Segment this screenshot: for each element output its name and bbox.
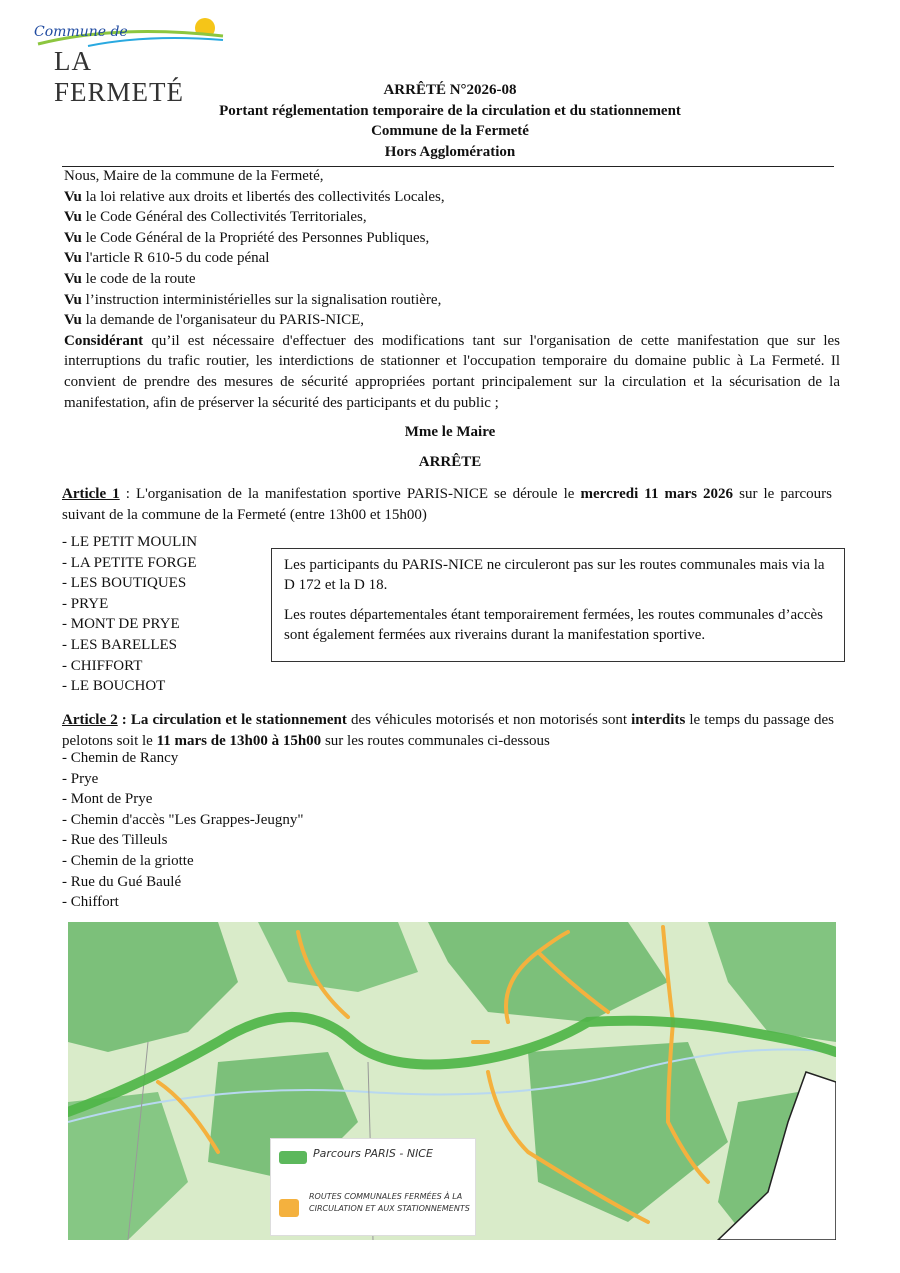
legend-route-label: Parcours PARIS - NICE <box>313 1147 433 1160</box>
list-item: - Chemin de la griotte <box>62 852 194 869</box>
info-box-paragraph: Les routes départementales étant temporairement fermées, les routes communales d’accès sont également fermées aux riverains durant la manifestation sportive. <box>284 607 823 643</box>
decree-heading <box>0 80 900 162</box>
list-item: - LES BARELLES <box>62 636 177 653</box>
list-item: - LA PETITE FORGE <box>62 554 197 571</box>
list-item: - MONT DE PRYE <box>62 616 180 633</box>
decree-subject: Portant réglementation temporaire de la circulation et du stationnement <box>219 102 681 119</box>
info-box-paragraph: Les participants du PARIS-NICE ne circuleront pas sur les routes communales mais via la D 172 et la D 18. <box>284 557 825 593</box>
route-places-list <box>62 532 197 697</box>
info-box <box>271 548 845 662</box>
event-date: mercredi 11 mars 2026 <box>580 486 734 502</box>
legend-closed-label: ROUTES COMMUNALES FERMÉES À LA CIRCULATION ET AUX STATIONNEMENTS <box>309 1192 470 1213</box>
list-item: - Rue du Gué Baulé <box>62 873 182 890</box>
closed-roads-list <box>62 748 304 913</box>
list-item: - CHIFFORT <box>62 657 143 674</box>
vu-item: Vu l'article R 610-5 du code pénal <box>64 250 270 267</box>
list-item: - LE PETIT MOULIN <box>62 534 198 550</box>
vu-item: Vu le code de la route <box>64 270 196 287</box>
list-item: - Chemin de Rancy <box>62 750 179 766</box>
vu-item: Vu le Code Général de la Propriété des Personnes Publiques, <box>64 229 430 246</box>
decree-commune: Commune de la Fermeté <box>371 123 529 139</box>
article-1-label: Article 1 <box>62 486 120 502</box>
article-2-label: Article 2 <box>62 712 118 728</box>
list-item: - LE BOUCHOT <box>62 678 166 695</box>
list-item: - PRYE <box>62 595 109 612</box>
considerant-paragraph: Considérant qu’il est nécessaire d'effectuer des modifications tant sur l'organisation de cette manifestation que sur les interruptions du trafic routier, les interdictions de stationner et l'occupation temporaire du domaine public à La Fermeté. Il convient de prendre des mesures de sécurité appropriées portant principalement sur la circulation et la sécurisation de la manifestation, afin de préserver la sécurité des participants et du public ; <box>64 332 840 411</box>
decree-number: ARRÊTÉ N°2026-08 <box>383 82 517 98</box>
decree-zone: Hors Agglomération <box>384 143 516 160</box>
logo-line-1: Commune de <box>34 24 128 40</box>
list-item: - Mont de Prye <box>62 791 153 808</box>
article-2: Article 2 : La circulation et le stationnement des véhicules motorisés et non motorisés sont interdits le temps du passage des pelotons soit le 11 mars de 13h00 à 15h00 sur les routes communales ci-dessous <box>62 712 834 749</box>
mayor-line: Mme le Maire <box>404 424 496 440</box>
closed-road-swatch-icon <box>279 1199 299 1217</box>
vu-item: Vu le Code Général des Collectivités Territoriales, <box>64 209 367 226</box>
vu-item: Vu la demande de l'organisateur du PARIS-NICE, <box>64 312 365 329</box>
list-item: - Chiffort <box>62 894 119 911</box>
list-item: - LES BOUTIQUES <box>62 575 187 592</box>
preamble-intro: Nous, Maire de la commune de la Fermeté, <box>64 168 324 184</box>
list-item: - Rue des Tilleuls <box>62 832 168 849</box>
list-item: - Chemin d'accès "Les Grappes-Jeugny" <box>62 811 304 828</box>
article-1: Article 1 : L'organisation de la manifestation sportive PARIS-NICE se déroule le mercredi 11 mars 2026 sur le parcours suivant de la commune de la Fermeté (entre 13h00 et 15h00) <box>62 486 833 523</box>
preamble <box>64 166 840 413</box>
vu-item: Vu l’instruction interministérielles sur la signalisation routière, <box>64 291 442 308</box>
list-item: - Prye <box>62 770 99 787</box>
vu-item: Vu la loi relative aux droits et libertés des collectivités Locales, <box>64 188 445 205</box>
map-legend <box>270 1138 476 1236</box>
route-swatch-icon <box>279 1151 307 1164</box>
arrete-title: ARRÊTE <box>418 454 482 470</box>
logo-line-2: LA FERMETÉ <box>54 46 185 107</box>
commune-logo <box>28 14 228 107</box>
